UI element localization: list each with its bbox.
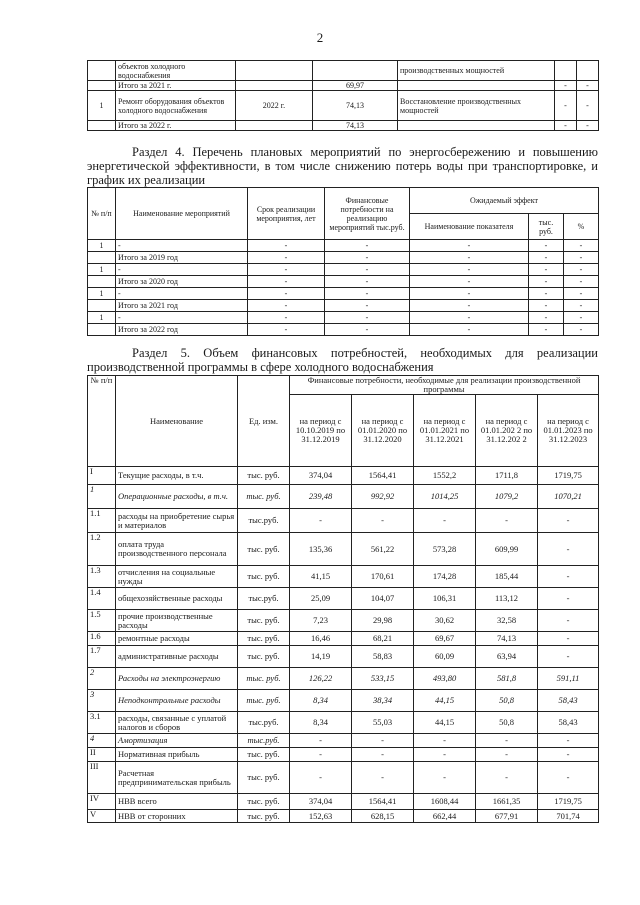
table-row [88,288,599,300]
row-num: I [88,467,116,485]
row-percent: - [564,300,599,312]
header-period-2021: на период с 01.01.2021 по 31.12.2021 [414,395,476,467]
row-percent: - [564,276,599,288]
row-year [236,81,313,91]
row-value: 185,44 [476,566,538,588]
row-num: 1.2 [88,533,116,566]
header-unit: тыс. руб. [529,214,564,240]
row-year: 2022 г. [236,91,313,121]
table-row [88,467,599,485]
header-unit: Ед. изм. [238,376,290,467]
row-unit: тыс. руб. [238,690,290,712]
row-num [88,252,116,264]
row-value: 374,04 [290,467,352,485]
row-name: Итого за 2022 г. [116,121,236,131]
row-cost: 69,97 [313,81,398,91]
row-name: объектов холодного водоснабжения [116,61,236,81]
header-period-2022: на период с 01.01.202 2 по 31.12.202 2 [476,395,538,467]
row-indicator: - [410,288,529,300]
page-number: 2 [316,30,324,45]
row-percent: - [564,240,599,252]
row-value: 25,09 [290,588,352,610]
row-value: 573,28 [414,533,476,566]
row-name: Итого за 2019 год [116,252,248,264]
row-value: 44,15 [414,690,476,712]
row-value: 152,63 [290,810,352,823]
table-row [88,61,599,81]
row-value: 374,04 [290,794,352,810]
table-row [88,121,599,131]
table-financial-needs [87,375,599,823]
row-unit: тыс. руб. [238,794,290,810]
table-row [88,588,599,610]
table-row [88,690,599,712]
row-num [88,276,116,288]
row-num: 1.1 [88,509,116,533]
row-finance: - [325,264,410,276]
row-value: 677,91 [476,810,538,823]
row-cost [313,61,398,81]
row-value: - [290,734,352,748]
row-value: 1552,2 [414,467,476,485]
row-indicator: - [410,264,529,276]
row-value: - [555,121,577,131]
row-unit: тыс. руб. [238,748,290,762]
row-value: 1711,8 [476,467,538,485]
row-unit: - [529,276,564,288]
row-cost: 74,13 [313,121,398,131]
table-row [88,566,599,588]
row-term: - [248,324,325,336]
row-name: Итого за 2021 год [116,300,248,312]
row-term: - [248,264,325,276]
row-unit: - [529,264,564,276]
row-value: 14,19 [290,646,352,668]
row-num: 1 [88,312,116,324]
row-value: 8,34 [290,712,352,734]
row-indicator: - [410,300,529,312]
table-row [88,312,599,324]
row-value: 174,28 [414,566,476,588]
header-period-2020: на период с 01.01.2020 по 31.12.2020 [352,395,414,467]
row-value: - [577,91,599,121]
table-row [88,300,599,312]
row-finance: - [325,276,410,288]
row-num [88,81,116,91]
row-num: 3.1 [88,712,116,734]
row-finance: - [325,300,410,312]
header-period-2019: на период с 10.10.2019 по 31.12.2019 [290,395,352,467]
row-unit: тыс. руб. [238,762,290,794]
row-term: - [248,276,325,288]
row-value: - [414,748,476,762]
row-cost: 74,13 [313,91,398,121]
row-value: - [538,610,599,632]
row-name: Итого за 2020 год [116,276,248,288]
header-term: Срок реализации мероприятия, лет [248,188,325,240]
row-value: 74,13 [476,632,538,646]
row-value: 1079,2 [476,485,538,509]
row-value: 126,22 [290,668,352,690]
row-value: 38,34 [352,690,414,712]
row-term: - [248,288,325,300]
row-value: 104,07 [352,588,414,610]
row-unit: тыс. руб. [238,566,290,588]
row-value [555,61,577,81]
row-term: - [248,312,325,324]
row-value: 581,8 [476,668,538,690]
row-value: 628,15 [352,810,414,823]
row-unit: - [529,288,564,300]
row-value: 662,44 [414,810,476,823]
row-value: 32,58 [476,610,538,632]
table-row [88,610,599,632]
row-unit: тыс.руб. [238,588,290,610]
row-value: 1070,21 [538,485,599,509]
row-percent: - [564,288,599,300]
row-value: 16,46 [290,632,352,646]
row-indicator: - [410,276,529,288]
row-term: - [248,300,325,312]
header-period-2023: на период с 01.01.2023 по 31.12.2023 [538,395,599,467]
table-row [88,632,599,646]
row-value: - [290,762,352,794]
row-name: отчисления на социальные нужды [116,566,238,588]
row-value: - [538,748,599,762]
row-value [577,61,599,81]
row-name: ремонтные расходы [116,632,238,646]
row-indicator: - [410,252,529,264]
row-name: расходы на приобретение сырья и материалов [116,509,238,533]
row-value: 8,34 [290,690,352,712]
row-num: 3 [88,690,116,712]
row-value: 113,12 [476,588,538,610]
row-num: 1.7 [88,646,116,668]
row-num: II [88,748,116,762]
row-indicator: - [410,240,529,252]
row-num: 4 [88,734,116,748]
row-name: Неподконтрольные расходы [116,690,238,712]
table-row [88,509,599,533]
row-value: - [352,509,414,533]
row-value: - [414,734,476,748]
row-effect [398,81,555,91]
row-percent: - [564,252,599,264]
row-value: 591,11 [538,668,599,690]
row-term: - [248,252,325,264]
row-value: 58,83 [352,646,414,668]
row-num [88,61,116,81]
header-finance: Финансовые потребности на реализацию мероприятий тыс.руб. [325,188,410,240]
row-value: - [352,734,414,748]
table-row [88,324,599,336]
row-unit: тыс. руб. [238,467,290,485]
row-value: 50,8 [476,712,538,734]
row-name: Ремонт оборудования объектов холодного водоснабжения [116,91,236,121]
row-value: - [352,762,414,794]
row-value: 1014,25 [414,485,476,509]
row-value: - [538,588,599,610]
row-name: оплата труда производственного персонала [116,533,238,566]
row-value: - [414,509,476,533]
row-effect: производственных мощностей [398,61,555,81]
row-value: - [476,762,538,794]
header-finance: Финансовые потребности, необходимые для реализации производственной программы [290,376,599,395]
row-value: - [538,533,599,566]
row-num: 1 [88,240,116,252]
row-num [88,300,116,312]
row-unit: тыс.руб. [238,509,290,533]
row-value: 69,67 [414,632,476,646]
row-finance: - [325,324,410,336]
row-year [236,61,313,81]
table-energy-measures [87,187,599,336]
section-5-title: Раздел 5. Объем финансовых потребностей, необходимых для реализации производственной программы в сфере холодного водоснабжения [87,346,598,374]
header-indicator: Наименование показателя [410,214,529,240]
row-finance: - [325,240,410,252]
row-unit: тыс. руб. [238,632,290,646]
row-value: 609,99 [476,533,538,566]
row-num: V [88,810,116,823]
row-value: - [538,509,599,533]
row-name: - [116,288,248,300]
table-row [88,668,599,690]
row-value: 561,22 [352,533,414,566]
row-value: 533,15 [352,668,414,690]
row-value: 63,94 [476,646,538,668]
row-num: IV [88,794,116,810]
row-num: 1.4 [88,588,116,610]
row-num: III [88,762,116,794]
row-unit: - [529,240,564,252]
row-value: - [555,81,577,91]
table-row [88,533,599,566]
row-num: 1 [88,264,116,276]
row-finance: - [325,312,410,324]
row-name: административные расходы [116,646,238,668]
row-unit: тыс. руб. [238,810,290,823]
row-percent: - [564,324,599,336]
row-name: - [116,312,248,324]
row-value: - [476,734,538,748]
row-name: Итого за 2022 год [116,324,248,336]
row-value: - [476,509,538,533]
row-num: 2 [88,668,116,690]
row-name: Операционные расходы, в т.ч. [116,485,238,509]
row-unit: тыс. руб. [238,485,290,509]
row-num: 1.6 [88,632,116,646]
row-value: - [577,121,599,131]
table-row [88,810,599,823]
row-name: расходы, связанные с уплатой налогов и сборов [116,712,238,734]
row-value: 1661,35 [476,794,538,810]
table-row [88,748,599,762]
row-unit: тыс. руб. [238,668,290,690]
row-name: НВВ от сторонних [116,810,238,823]
row-value: 1608,44 [414,794,476,810]
row-value: 1564,41 [352,794,414,810]
row-value: 493,80 [414,668,476,690]
row-value: - [577,81,599,91]
row-finance: - [325,252,410,264]
row-num [88,324,116,336]
row-value: 106,31 [414,588,476,610]
row-num [88,121,116,131]
header-num: № п/п [88,188,116,240]
row-name: общехозяйственные расходы [116,588,238,610]
table-row [88,81,599,91]
row-value: 7,23 [290,610,352,632]
row-value: - [414,762,476,794]
row-name: Текущие расходы, в т.ч. [116,467,238,485]
row-value: 701,74 [538,810,599,823]
row-num: 1 [88,485,116,509]
row-effect: Восстановление производственных мощностей [398,91,555,121]
row-finance: - [325,288,410,300]
row-indicator: - [410,312,529,324]
row-num: 1 [88,91,116,121]
row-value: - [476,748,538,762]
row-name: Расчетная предпринимательская прибыль [116,762,238,794]
row-value: - [538,632,599,646]
row-num: 1 [88,288,116,300]
header-percent: % [564,214,599,240]
section-4-title: Раздел 4. Перечень плановых мероприятий по энергосбережению и повышению энергетической эффективности, в том числе снижению потерь воды при транспортировке, и график их реализации [87,145,598,187]
row-value: 55,03 [352,712,414,734]
table-row [88,734,599,748]
row-num: 1.5 [88,610,116,632]
row-value: 30,62 [414,610,476,632]
row-name: - [116,240,248,252]
row-num: 1.3 [88,566,116,588]
row-unit: тыс. руб. [238,533,290,566]
row-value: 1564,41 [352,467,414,485]
table-row [88,646,599,668]
table-row [88,240,599,252]
row-name: Нормативная прибыль [116,748,238,762]
table-row [88,485,599,509]
table-row [88,252,599,264]
row-value: 68,21 [352,632,414,646]
row-value: - [538,734,599,748]
table-row [88,91,599,121]
row-name: НВВ всего [116,794,238,810]
table-row [88,276,599,288]
row-unit: тыс.руб. [238,734,290,748]
row-value: 58,43 [538,690,599,712]
header-effect: Ожидаемый эффект [410,188,599,214]
row-value: 29,98 [352,610,414,632]
header-name: Наименование [116,376,238,467]
row-name: Амортизация [116,734,238,748]
row-value: 239,48 [290,485,352,509]
row-value: 1719,75 [538,794,599,810]
row-value: 44,15 [414,712,476,734]
row-unit: - [529,300,564,312]
row-year [236,121,313,131]
row-value: - [538,646,599,668]
table-row [88,712,599,734]
row-percent: - [564,264,599,276]
row-value: - [555,91,577,121]
row-value: 41,15 [290,566,352,588]
row-value: - [290,748,352,762]
table-row [88,794,599,810]
row-unit: тыс.руб. [238,712,290,734]
row-value: 1719,75 [538,467,599,485]
row-name: прочие производственные расходы [116,610,238,632]
row-value: 170,61 [352,566,414,588]
row-percent: - [564,312,599,324]
row-unit: тыс. руб. [238,610,290,632]
row-value: 135,36 [290,533,352,566]
row-name: Расходы на электроэнергию [116,668,238,690]
row-name: Итого за 2021 г. [116,81,236,91]
row-value: - [290,509,352,533]
row-indicator: - [410,324,529,336]
row-value: 992,92 [352,485,414,509]
table-continuation [87,60,599,131]
row-value: 58,43 [538,712,599,734]
table-row [88,762,599,794]
table-row [88,264,599,276]
row-value: 60,09 [414,646,476,668]
header-num: № п/п [88,376,116,467]
row-unit: - [529,252,564,264]
row-value: - [352,748,414,762]
row-value: - [538,762,599,794]
row-term: - [248,240,325,252]
row-value: - [538,566,599,588]
row-value: 50,8 [476,690,538,712]
row-unit: - [529,312,564,324]
header-name: Наименование мероприятий [116,188,248,240]
row-name: - [116,264,248,276]
row-unit: - [529,324,564,336]
row-unit: тыс. руб. [238,646,290,668]
row-effect [398,121,555,131]
